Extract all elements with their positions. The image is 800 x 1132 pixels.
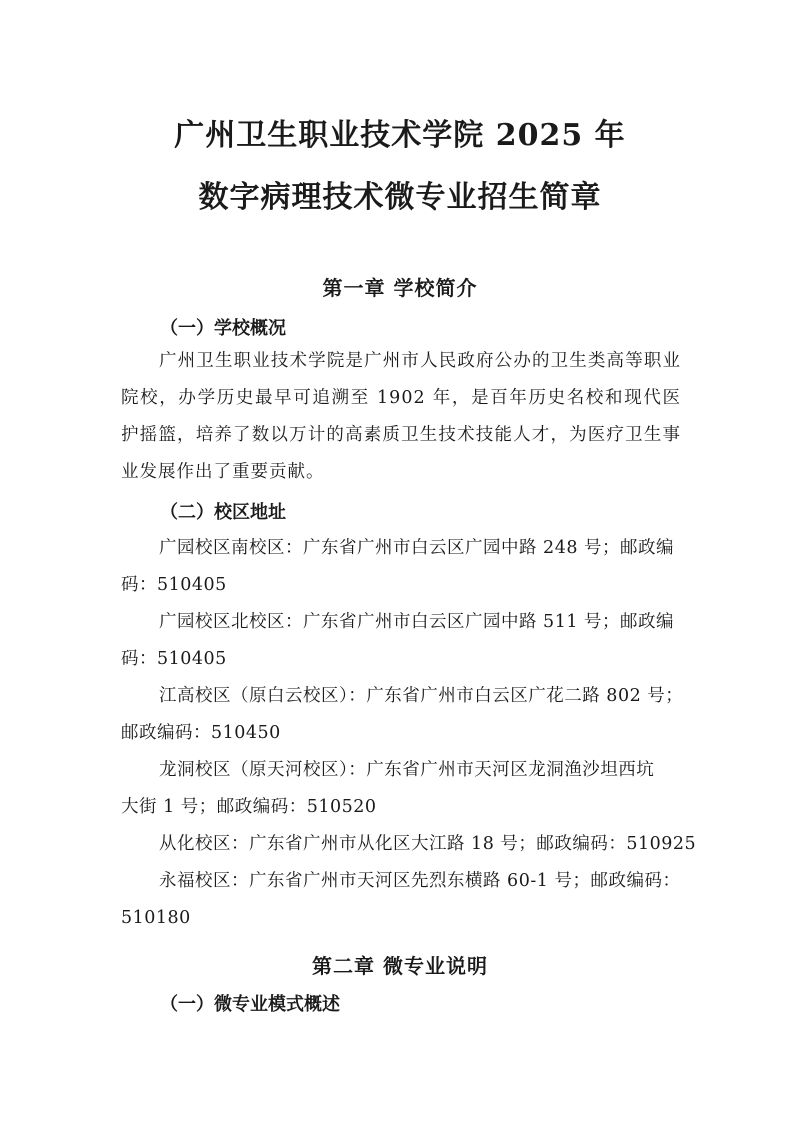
address-line: 从化校区：广东省广州市从化区大江路 18 号；邮政编码：510925 [159,834,697,854]
section-school-overview-heading: （一）学校概况 [160,318,286,339]
section-campus-address-heading: （二）校区地址 [160,502,286,523]
address-line: 龙洞校区（原天河校区）：广东省广州市天河区龙洞渔沙坦西坑 [159,760,655,780]
address-line: 永福校区：广东省广州市天河区先烈东横路 60-1 号；邮政编码： [159,871,681,891]
address-line: 码：510405 [121,575,227,595]
address-line: 码：510405 [121,649,227,669]
document-title-line2: 数字病理技术微专业招生简章 [198,180,602,215]
chapter1-heading: 第一章 学校简介 [322,276,478,300]
campus-address-item [121,530,686,604]
address-line: 广园校区北校区：广东省广州市白云区广园中路 511 号；邮政编 [159,612,675,632]
address-line: 大街 1 号；邮政编码：510520 [121,797,377,817]
campus-address-item [121,678,686,752]
document-title-line1: 广州卫生职业技术学院 2025 年 [174,118,626,153]
campus-address-item [121,863,686,937]
campus-address-item [121,826,697,863]
campus-address-item [121,604,686,678]
chapter2-heading: 第二章 微专业说明 [312,954,488,978]
address-line: 广园校区南校区：广东省广州市白云区广园中路 248 号；邮政编 [159,538,675,558]
address-line: 江高校区（原白云校区）：广东省广州市白云区广花二路 802 号； [159,686,684,706]
campus-address-item [121,752,686,826]
address-line: 510180 [121,908,191,928]
section-micro-major-overview-heading: （一）微专业模式概述 [160,994,340,1015]
school-overview-paragraph: 广州卫生职业技术学院是广州市人民政府公办的卫生类高等职业院校，办学历史最早可追溯至 1902 年，是百年历史名校和现代医护摇篮，培养了数以万计的高素质卫生技术技能人才，为医疗卫生事业发展作出了重要贡献。 [121,351,681,482]
address-line: 邮政编码：510450 [121,723,281,743]
